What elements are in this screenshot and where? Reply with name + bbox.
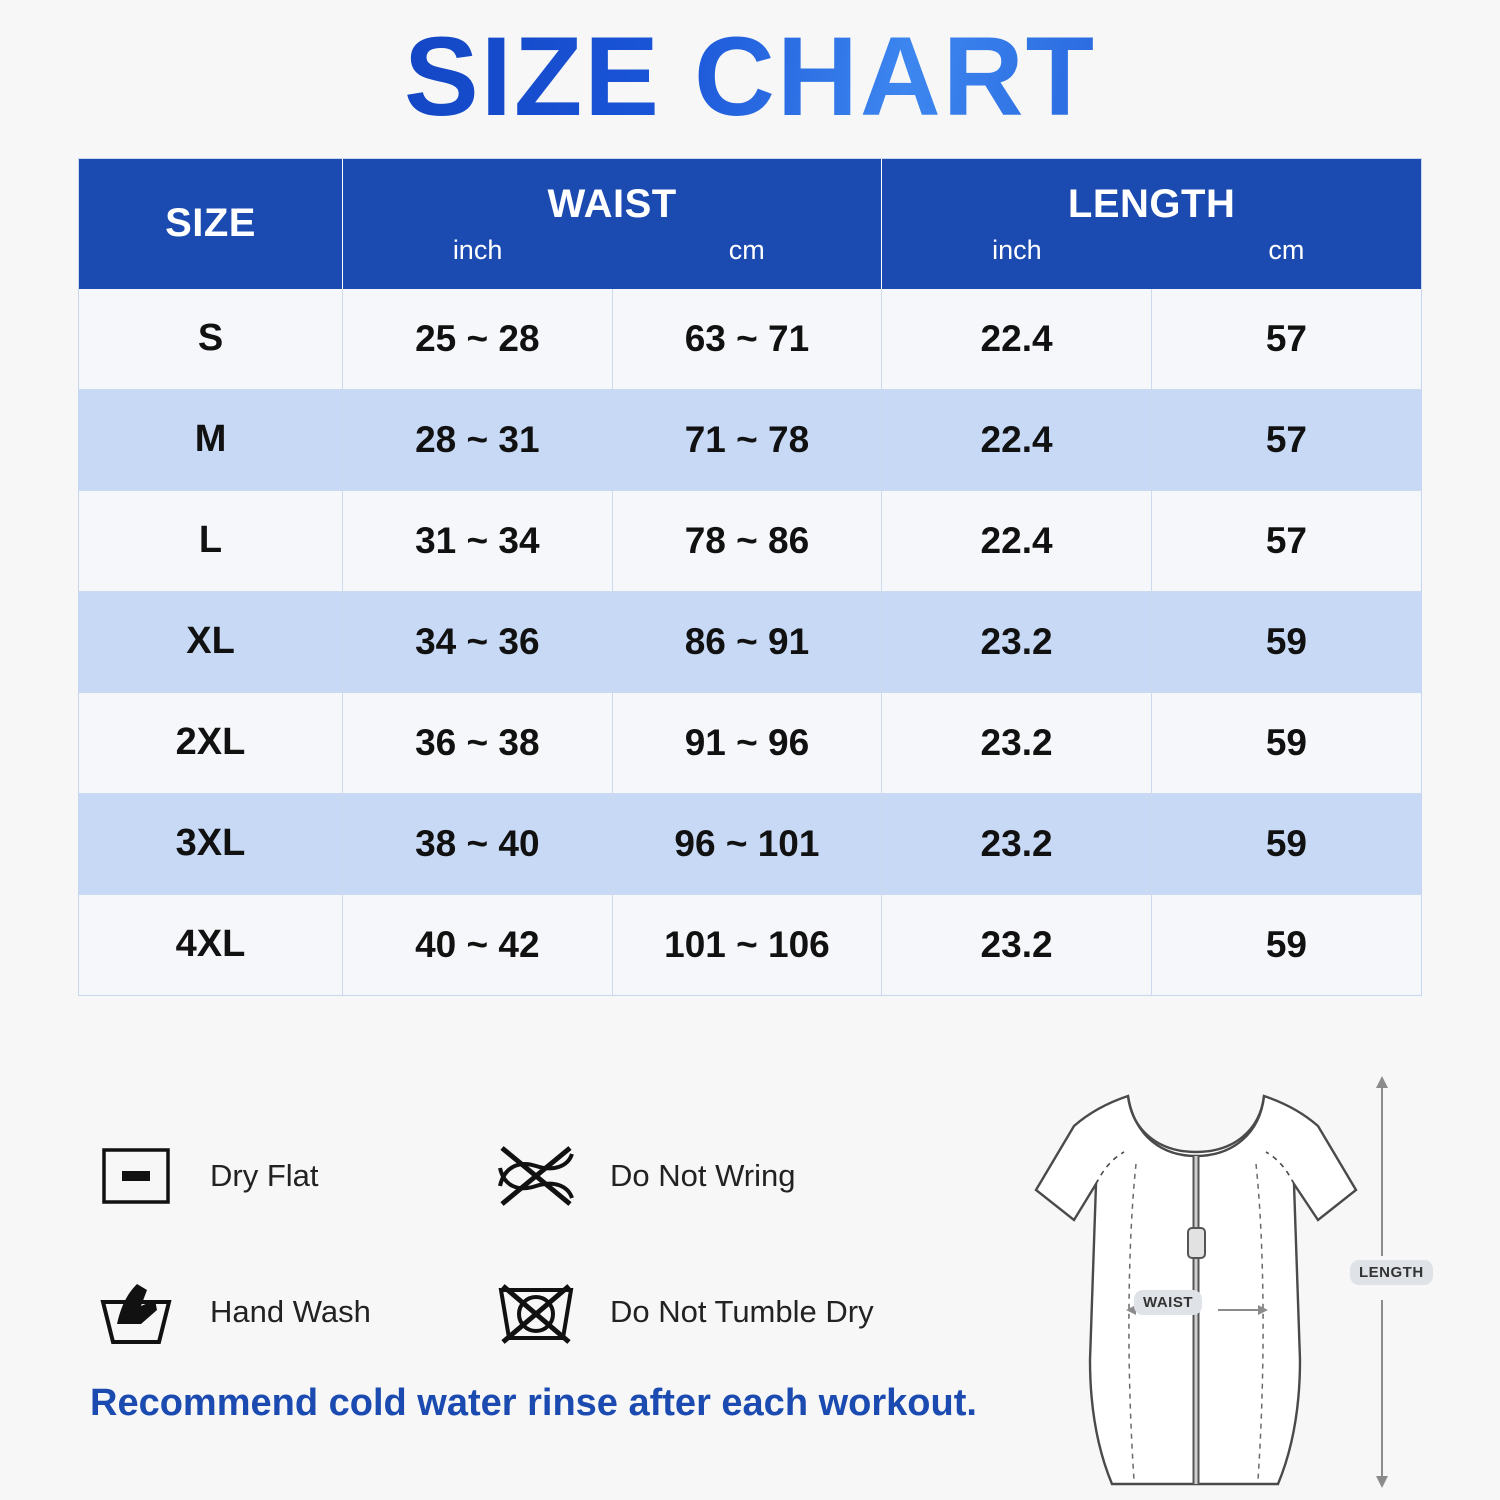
cell-waist-cm: 101 ~ 106 (612, 894, 882, 995)
cell-length-inch: 22.4 (882, 289, 1152, 390)
page-title-container (0, 0, 1500, 139)
cell-length-cm: 57 (1151, 490, 1421, 591)
cell-waist-inch: 31 ~ 34 (343, 490, 613, 591)
cell-waist-inch: 28 ~ 31 (343, 389, 613, 490)
cell-length-cm: 57 (1151, 389, 1421, 490)
cell-waist-inch: 34 ~ 36 (343, 591, 613, 692)
page-title: SIZE CHART (404, 14, 1096, 139)
header-length (882, 159, 1421, 289)
waist-measure-tag: WAIST (1134, 1290, 1202, 1315)
cell-size: S (79, 289, 343, 390)
cell-length-cm: 59 (1151, 793, 1421, 894)
cell-size: M (79, 389, 343, 490)
care-label-dry-flat: Dry Flat (210, 1158, 319, 1193)
hand-wash-icon (90, 1266, 182, 1358)
care-label-do-not-tumble-dry: Do Not Tumble Dry (610, 1294, 874, 1329)
cell-length-inch: 22.4 (882, 389, 1152, 490)
table-row (79, 591, 1421, 692)
table-row (79, 692, 1421, 793)
table-header-row (79, 159, 1421, 289)
cell-waist-cm: 86 ~ 91 (612, 591, 882, 692)
cell-size: 2XL (79, 692, 343, 793)
header-waist-unit-inch: inch (452, 234, 503, 265)
size-chart-table (79, 159, 1421, 995)
cell-size: L (79, 490, 343, 591)
care-instructions (90, 1108, 1030, 1380)
care-row-1 (90, 1108, 1030, 1244)
care-item-do-not-tumble-dry (490, 1266, 874, 1358)
cell-waist-cm: 63 ~ 71 (612, 289, 882, 390)
cell-size: 3XL (79, 793, 343, 894)
cell-length-cm: 59 (1151, 692, 1421, 793)
do-not-wring-icon (490, 1130, 582, 1222)
table-header (79, 159, 1421, 289)
cell-length-inch: 23.2 (882, 692, 1152, 793)
cell-length-cm: 59 (1151, 894, 1421, 995)
cell-waist-cm: 71 ~ 78 (612, 389, 882, 490)
header-length-unit-cm: cm (1268, 234, 1305, 265)
dry-flat-icon (90, 1130, 182, 1222)
care-item-do-not-wring (490, 1130, 796, 1222)
table-body (79, 289, 1421, 995)
table-row (79, 490, 1421, 591)
cell-length-inch: 23.2 (882, 894, 1152, 995)
cell-waist-inch: 40 ~ 42 (343, 894, 613, 995)
cell-waist-inch: 38 ~ 40 (343, 793, 613, 894)
garment-diagram (978, 1060, 1448, 1490)
header-length-label: LENGTH (1067, 181, 1236, 226)
care-label-hand-wash: Hand Wash (210, 1294, 371, 1329)
care-label-do-not-wring: Do Not Wring (610, 1158, 796, 1193)
care-item-dry-flat (90, 1130, 490, 1222)
header-size (79, 159, 343, 289)
cell-length-inch: 23.2 (882, 793, 1152, 894)
header-waist-label: WAIST (547, 181, 677, 226)
cell-waist-cm: 96 ~ 101 (612, 793, 882, 894)
cell-length-cm: 59 (1151, 591, 1421, 692)
table-row (79, 289, 1421, 390)
table-row (79, 389, 1421, 490)
cell-length-cm: 57 (1151, 289, 1421, 390)
cell-waist-inch: 36 ~ 38 (343, 692, 613, 793)
cell-length-inch: 22.4 (882, 490, 1152, 591)
header-length-unit-inch: inch (992, 234, 1042, 265)
cell-waist-inch: 25 ~ 28 (343, 289, 613, 390)
size-chart-table-container (78, 158, 1422, 996)
cell-size: XL (79, 591, 343, 692)
length-measure-tag: LENGTH (1350, 1260, 1433, 1285)
header-waist (343, 159, 882, 289)
care-item-hand-wash (90, 1266, 490, 1358)
cell-waist-cm: 91 ~ 96 (612, 692, 882, 793)
care-row-2 (90, 1244, 1030, 1380)
do-not-tumble-dry-icon (490, 1266, 582, 1358)
cell-waist-cm: 78 ~ 86 (612, 490, 882, 591)
table-row (79, 894, 1421, 995)
care-recommendation: Recommend cold water rinse after each workout. (90, 1382, 977, 1424)
header-size-label: SIZE (165, 201, 256, 246)
cell-length-inch: 23.2 (882, 591, 1152, 692)
header-waist-unit-cm: cm (728, 234, 765, 265)
table-row (79, 793, 1421, 894)
cell-size: 4XL (79, 894, 343, 995)
